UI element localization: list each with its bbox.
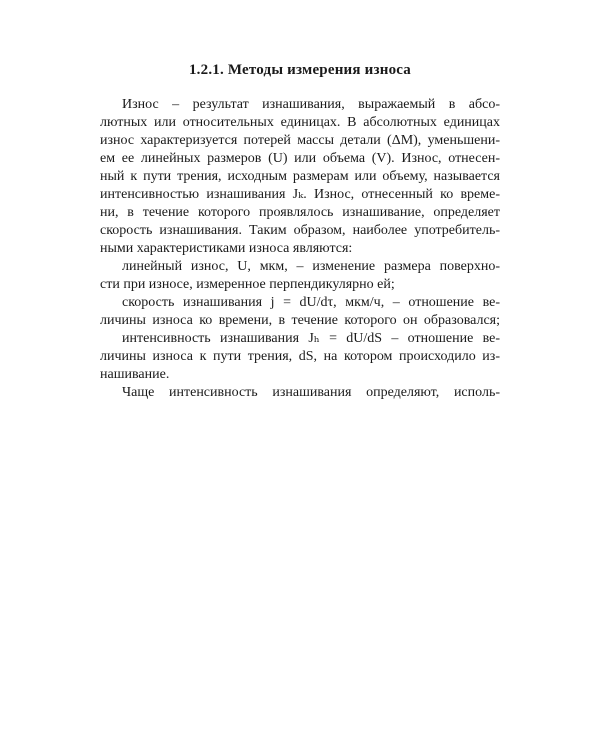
text-line: лютных или относительных единицах. В абсолютных единицах [100,115,500,130]
text-line: нашивание. [100,367,170,382]
text-line: сти при износе, измеренное перпендикулярно ей; [100,277,395,292]
text-line: линейный износ, U, мкм, – изменение размера поверхно- [122,259,500,274]
text-line: ный к пути трения, исходным размерам или объему, называется [100,169,500,184]
text-line: ем ее линейных размеров (U) или объема (V). Износ, отнесен- [100,151,500,166]
text-line: личины износа ко времени, в течение которого он образовался; [100,313,500,328]
text-line: ни, в течение которого проявлялось изнашивание, определяет [100,205,500,220]
text-line: скорость изнашивания j = dU/dτ, мкм/ч, – отношение ве- [122,295,500,310]
text-line: интенсивностью изнашивания Jₖ. Износ, отнесенный ко време- [100,187,500,202]
section-heading: 1.2.1. Методы измерения износа [188,62,412,78]
text-line: Износ – результат изнашивания, выражаемый в абсо- [122,97,500,112]
text-line: скорость изнашивания. Таким образом, наиболее употребитель- [100,223,500,238]
text-line: Чаще интенсивность изнашивания определяют, исполь- [122,385,500,400]
text-line: ными характеристиками износа являются: [100,241,353,256]
text-line: износ характеризуется потерей массы детали (ΔМ), уменьшени- [100,133,500,148]
text-line: личины износа к пути трения, dS, на котором происходило из- [100,349,500,364]
text-line: интенсивность изнашивания Jₕ = dU/dS – отношение ве- [122,331,500,346]
